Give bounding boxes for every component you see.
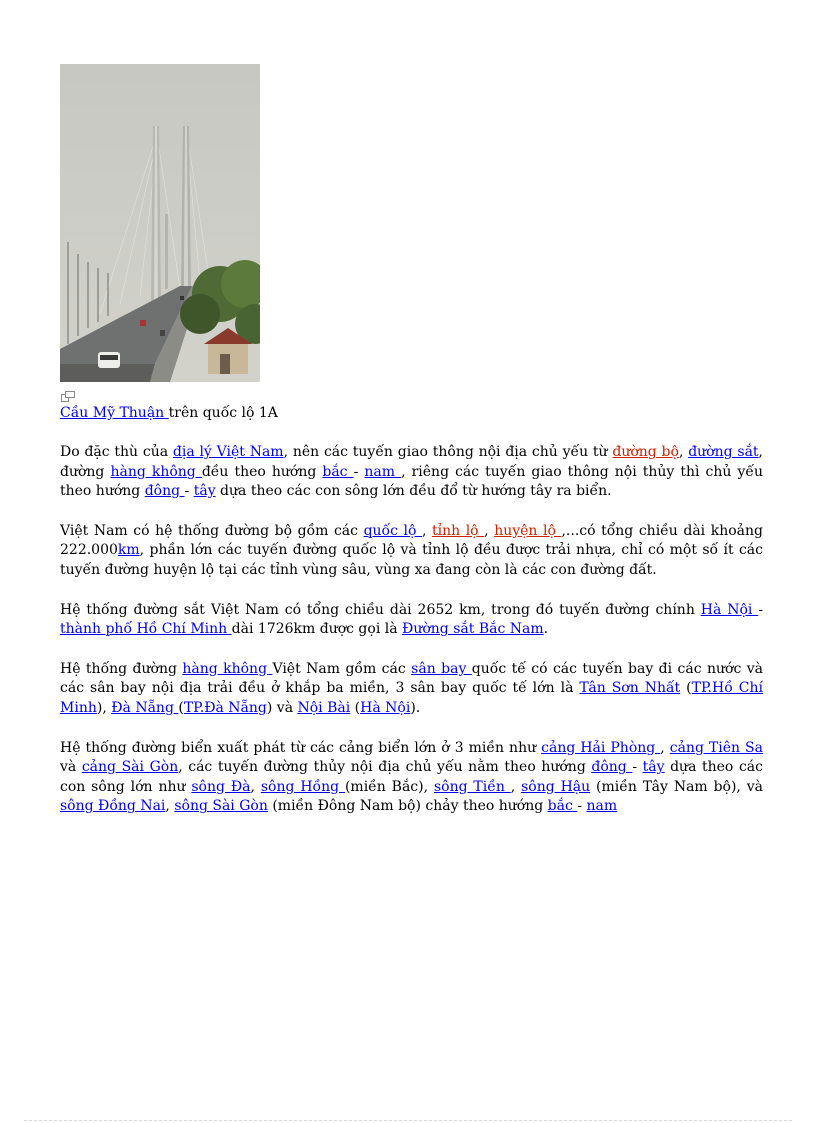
inline-link[interactable]: huyện lộ — [494, 522, 562, 539]
inline-link[interactable]: cảng Tiên Sa — [669, 739, 763, 756]
body-text-run: , các tuyến đường thủy nội địa chủ yếu nằm theo hướng — [178, 759, 592, 776]
inline-link[interactable]: đông — [144, 483, 185, 500]
body-text-run: , phần lớn các tuyến đường quốc lộ và tỉnh lộ đều được trải nhựa, chỉ có một số ít các tuyến đường huyện lộ tại các tỉnh vùng sâu, vùng xa đang còn là các con đường đất. — [60, 542, 763, 578]
paragraph-road-system — [60, 522, 763, 581]
inline-link[interactable]: Tân Sơn Nhất — [579, 680, 681, 697]
paragraph-overview — [60, 443, 763, 502]
body-text-run: . — [543, 621, 549, 638]
body-text-run: đều theo hướng — [201, 463, 323, 480]
body-text-run: , — [484, 522, 495, 539]
article-body — [60, 443, 763, 837]
body-text-run: dài 1726km được gọi là — [231, 621, 403, 638]
caption-text: trên quốc lộ 1A — [168, 405, 278, 421]
body-text-run: , đường — [60, 444, 763, 480]
paragraph-railway — [60, 601, 763, 640]
inline-link[interactable]: cảng Sài Gòn — [81, 759, 179, 776]
inline-link[interactable]: Hà Nội — [700, 601, 759, 618]
inline-link[interactable]: sông Đồng Nai — [60, 798, 166, 815]
inline-link[interactable]: sông Hậu — [521, 778, 591, 795]
body-text-run: ( — [350, 699, 361, 716]
inline-link[interactable]: đông — [591, 759, 633, 776]
body-text-run: Việt Nam có hệ thống đường bộ gồm các — [60, 522, 364, 539]
inline-link[interactable]: thành phố Hồ Chí Minh — [60, 621, 232, 638]
inline-link[interactable]: đường bộ — [612, 444, 679, 460]
paragraph-aviation — [60, 660, 763, 719]
body-text-run: ) và — [266, 699, 298, 716]
body-text-run: và — [60, 759, 82, 776]
inline-link[interactable]: địa lý Việt Nam — [172, 444, 284, 460]
caption-link-my-thuan-bridge[interactable]: Cầu Mỹ Thuận — [60, 405, 169, 421]
inline-link[interactable]: sông Đà — [191, 778, 251, 795]
body-text-run: (miền Tây Nam bộ), và — [590, 778, 764, 795]
inline-link[interactable]: TP.Hồ Chí Minh — [60, 680, 763, 716]
body-text-run: , — [660, 739, 670, 756]
body-text-run: Hệ thống đường biển xuất phát từ các cảng biển lớn ở 3 miền như — [60, 739, 542, 756]
body-text-run: , — [250, 778, 261, 795]
body-text-run: , — [678, 444, 689, 460]
body-text-run: , riêng các tuyến giao thông nội thủy thì chủ yếu theo hướng — [60, 463, 764, 500]
image-caption — [60, 403, 278, 423]
inline-link[interactable]: km — [117, 542, 140, 559]
body-text-run: Việt Nam gồm các — [272, 660, 412, 677]
body-text-run: ), — [96, 699, 112, 716]
body-text-run: dựa theo các con sông lớn như — [60, 759, 763, 795]
body-text-run: ( — [680, 680, 692, 697]
inline-link[interactable]: Nội Bài — [297, 699, 351, 716]
body-text-run: ,...có tổng chiều dài khoảng 222.000 — [60, 522, 763, 559]
body-text-run: , — [165, 798, 175, 815]
inline-link[interactable]: Hà Nội — [360, 699, 411, 716]
body-text-run: dựa theo các con sông lớn đều đổ từ hướng tây ra biển. — [215, 483, 612, 500]
body-text-run: - — [353, 463, 365, 480]
body-text-run: , nên các tuyến giao thông nội địa chủ yếu từ — [283, 444, 613, 460]
inline-link[interactable]: Đường sắt Bắc Nam — [402, 621, 544, 638]
body-text-run: ). — [410, 699, 421, 716]
body-text-run: , — [421, 522, 432, 539]
inline-link[interactable]: tây — [642, 759, 665, 776]
inline-link[interactable]: Đà Nẵng — [111, 699, 179, 716]
inline-link[interactable]: hàng không — [182, 660, 273, 677]
body-text-run: Hệ thống đường sắt Việt Nam có tổng chiều dài 2652 km, trong đó tuyến đường chính — [60, 601, 701, 618]
body-text-run: - — [184, 483, 194, 500]
inline-link[interactable]: nam — [364, 463, 402, 480]
body-text-run: (miền Đông Nam bộ) chảy theo hướng — [267, 798, 548, 815]
paragraph-waterway — [60, 739, 763, 817]
body-text-run: , — [510, 778, 522, 795]
inline-link[interactable]: đường sắt — [688, 444, 759, 460]
inline-link[interactable]: cảng Hải Phòng — [541, 739, 661, 756]
body-text-run: ( — [178, 699, 184, 716]
inline-link[interactable]: tỉnh lộ — [432, 522, 485, 539]
inline-link[interactable]: sông Sài Gòn — [174, 798, 268, 815]
inline-link[interactable]: nam — [586, 798, 618, 815]
inline-link[interactable]: sông Tiền — [433, 778, 511, 795]
inline-link[interactable]: bắc — [322, 463, 354, 480]
page-bottom-edge — [24, 1120, 792, 1121]
inline-link[interactable]: quốc lộ — [363, 522, 422, 539]
inline-link[interactable]: tây — [193, 483, 216, 500]
bridge-photo — [60, 64, 260, 382]
body-text-run: - — [632, 759, 643, 776]
inline-link[interactable]: bắc — [547, 798, 578, 815]
body-text-run: quốc tế có các tuyến bay đi các nước và các sân bay nội địa trải đều ở khắp ba miền, 3 sân bay quốc tế lớn là — [60, 660, 763, 697]
body-text-run: Hệ thống đường — [60, 660, 183, 677]
inline-link[interactable]: sông Hồng — [260, 778, 345, 795]
inline-link[interactable]: TP.Đà Nẵng — [183, 699, 267, 716]
inline-link[interactable]: hàng không — [110, 463, 202, 480]
body-text-run: - — [577, 798, 587, 815]
body-text-run: Do đặc thù của — [60, 444, 173, 460]
body-text-run: (miền Bắc), — [344, 778, 434, 795]
enlarge-icon[interactable] — [61, 391, 75, 402]
body-text-run: - — [758, 601, 763, 618]
inline-link[interactable]: sân bay — [411, 660, 472, 677]
